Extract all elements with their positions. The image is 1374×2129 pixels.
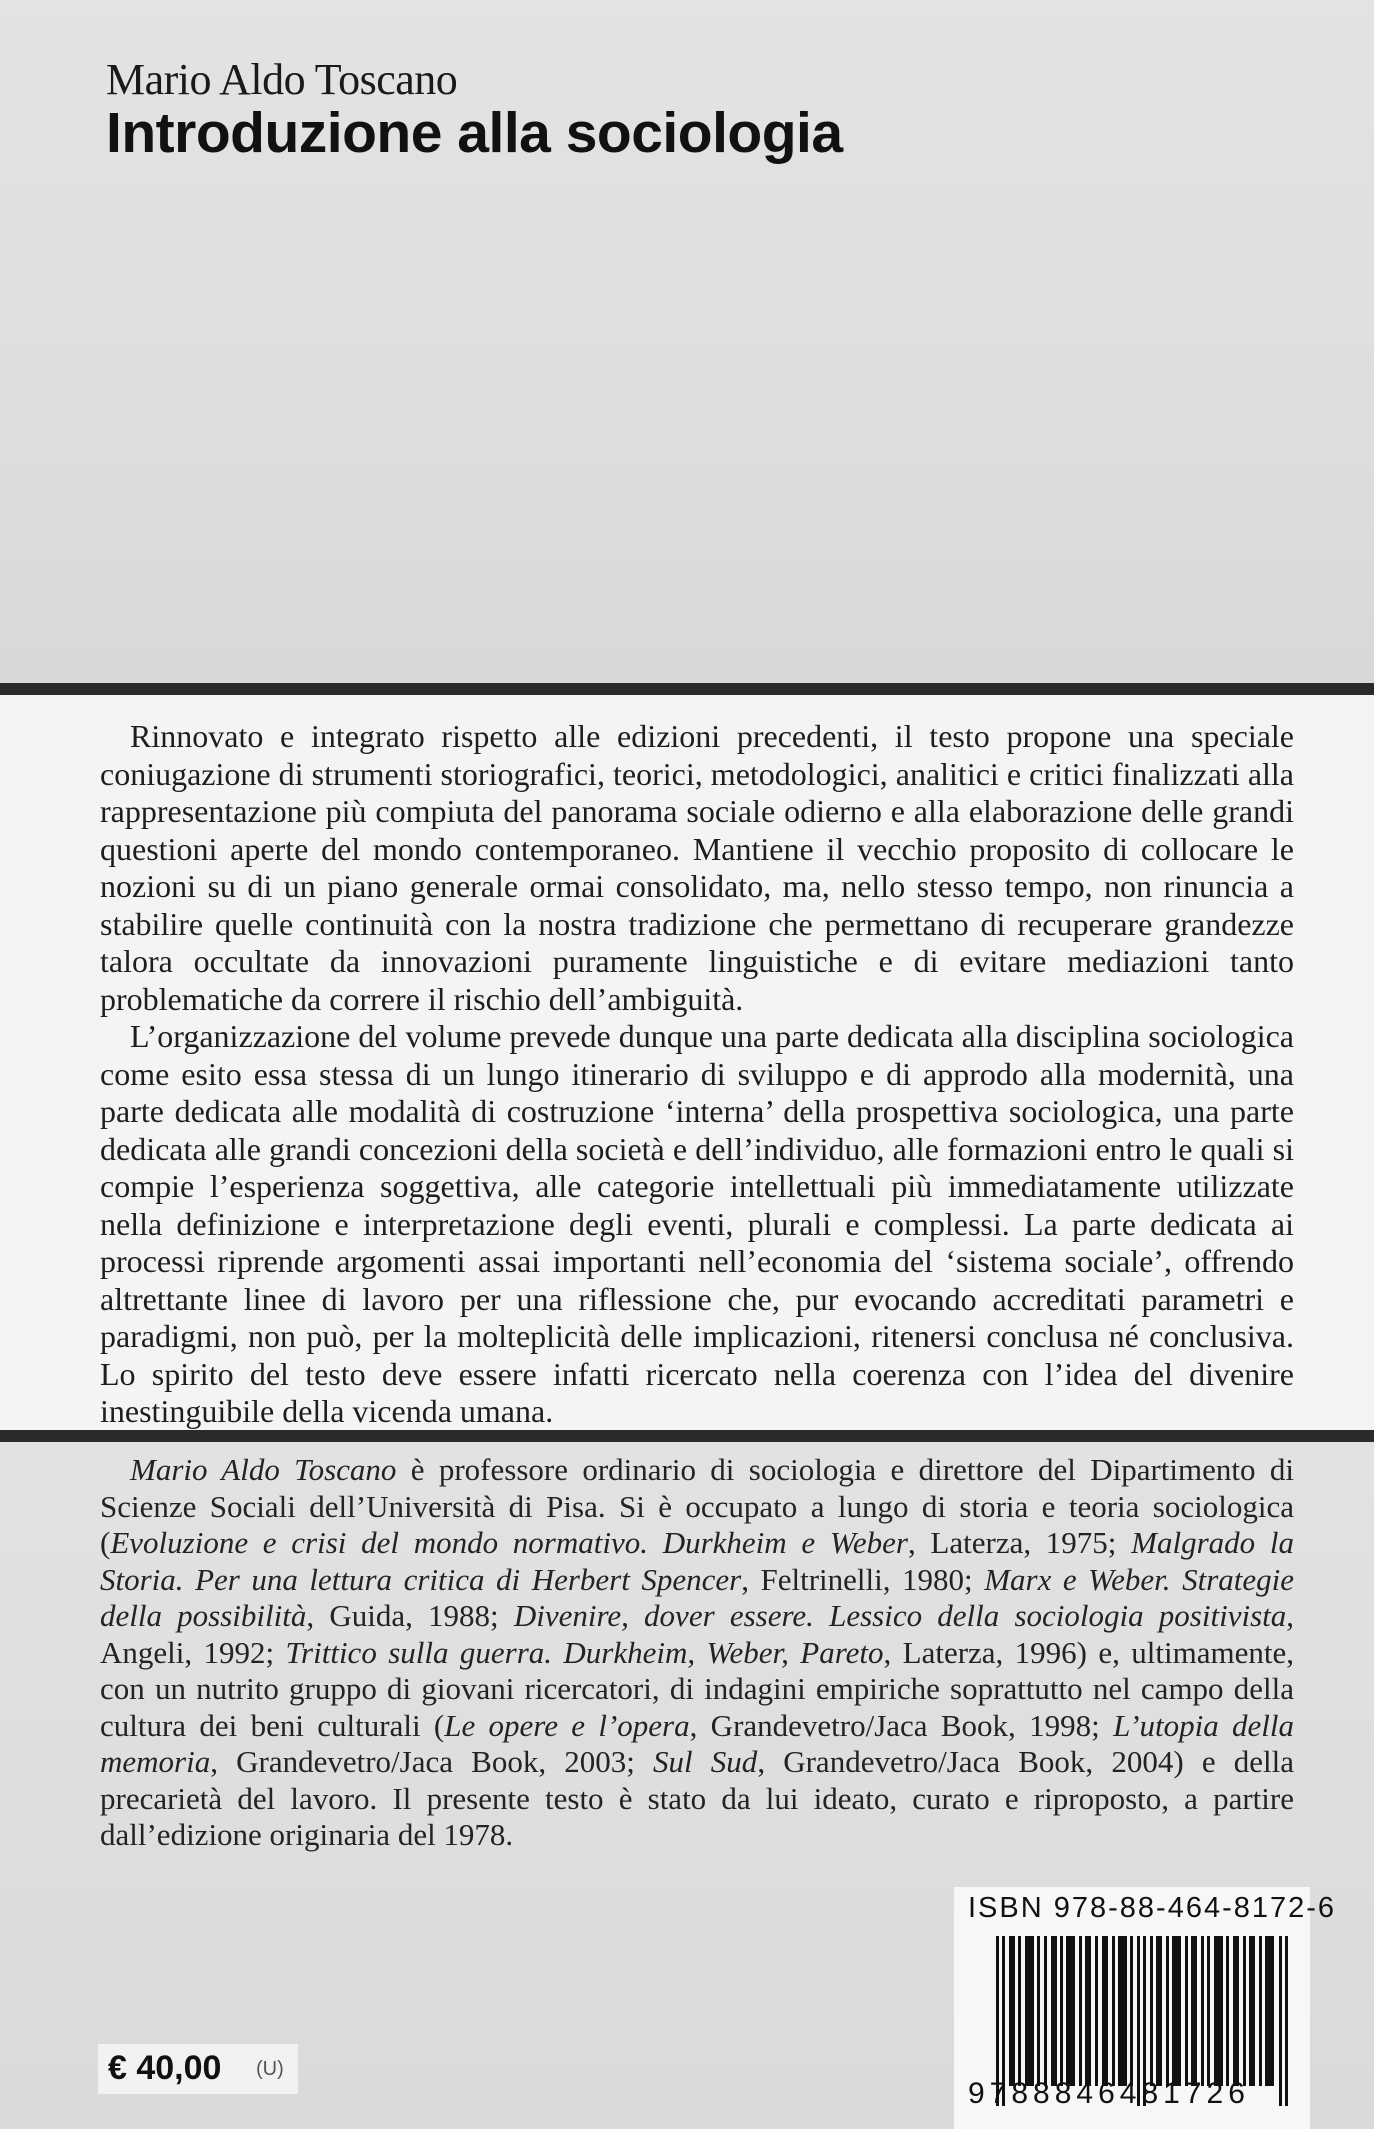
bio-text: , Grandevetro/Jaca Book, 1998; — [689, 1707, 1114, 1743]
blurb-paragraph-1: Rinnovato e integrato rispetto alle edizioni precedenti, il testo propone una speciale coniugazione di strumenti storiografici, teorici, metodologici, analitici e critici finalizzati alla rappresentazione più compiuta del panorama sociale odierno e alla elaborazione delle grandi questioni aperte del mondo contemporaneo. Mantiene il vecchio proposito di collocare le nozioni su di un piano generale ormai consolidato, ma, nello stesso tempo, non rinuncia a stabilire quelle continuità con la nostra tradizione che permettano di recuperare grandezze talora occultate da innovazioni puramente linguistiche e di evitare mediazioni tanto problematiche da correre il rischio dell’ambiguità. — [100, 718, 1294, 1017]
bio-text: , Grandevetro/Jaca Book, 2003; — [210, 1744, 654, 1779]
author-name: Mario Aldo Toscano — [106, 55, 458, 104]
author-bio — [100, 1452, 1294, 1854]
bio-text: , Feltrinelli, 1980; — [741, 1561, 985, 1597]
bio-text: , Laterza, 1975; — [907, 1525, 1132, 1560]
price-amount: € 40,00 — [108, 2049, 222, 2087]
bio-text: , Laterza, 1996) e, ultimamente, con un nutrito gruppo di giovani ricercatori, di indagini empiriche soprattutto nel campo della cultura dei beni culturali ( — [100, 1634, 1294, 1743]
divider-top — [0, 683, 1374, 695]
bio-book-title: Trittico sulla guerra. Durkheim, Weber, Pareto — [285, 1634, 884, 1670]
price-code: (U) — [256, 2058, 284, 2080]
barcode-digits: 9788846481726 — [968, 2077, 1250, 2110]
bio-book-title: Evoluzione e crisi del mondo normativo. Durkheim e Weber — [110, 1525, 908, 1560]
bio-book-title: Divenire, dover essere. Lessico della sociologia positivista — [513, 1598, 1287, 1633]
bio-text: , Grandevetro/Jaca Book, 2004) e della precarietà del lavoro. Il presente testo è stato da lui ideato, curato e riproposto, a partire dall’edizione originaria del 1978. — [100, 1744, 1294, 1852]
book-title: Introduzione alla sociologia — [106, 101, 843, 165]
isbn-label: ISBN 978-88-464-8172-6 — [968, 1892, 1337, 1924]
bio-book-title: Marx e Weber. Strategie della possibilità — [100, 1561, 1295, 1633]
bio-text: , Guida, 1988; — [306, 1598, 514, 1633]
divider-bottom — [0, 1430, 1374, 1442]
bio-book-title: Malgrado la Storia. Per una lettura critica di Herbert Spencer — [100, 1525, 1294, 1597]
blurb-text — [100, 718, 1294, 1431]
bio-text: , Angeli, 1992; — [100, 1598, 1294, 1670]
blurb-paragraph-2: L’organizzazione del volume prevede dunque una parte dedicata alla disciplina sociologica come esito essa stessa di un lungo itinerario di sviluppo e di approdo alla modernità, una parte dedicata alle modalità di costruzione ‘interna’ della prospettiva sociologica, una parte dedicata alle grandi concezioni della società e dell’individuo, alle formazioni entro le quali si compie l’esperienza soggettiva, alle categorie intellettuali più immediatamente utilizzate nella definizione e interpretazione degli eventi, plurali e complessi. La parte dedicata ai processi riprende argomenti assai importanti nell’economia del ‘sistema sociale’, offrendo altrettante linee di lavoro per una riflessione che, pur evocando accreditati parametri e paradigmi, non può, per la molteplicità delle implicazioni, ritenersi conclusa né conclusiva. Lo spirito del testo deve essere infatti ricercato nella coerenza con l’idea del divenire inestinguibile della vicenda umana. — [100, 1018, 1294, 1429]
bio-paragraph — [100, 1452, 1294, 1854]
bio-book-title: L’utopia della memoria — [100, 1707, 1295, 1779]
bio-text: è professore ordinario di sociologia e direttore del Dipartimento di Scienze Sociali dell’Università di Pisa. Si è occupato a lungo di storia e teoria sociologica ( — [100, 1452, 1294, 1560]
bio-author-name: Mario Aldo Toscano — [130, 1452, 397, 1487]
bio-book-title: Sul Sud — [653, 1744, 758, 1779]
bio-book-title: Le opere e l’opera — [444, 1707, 690, 1743]
